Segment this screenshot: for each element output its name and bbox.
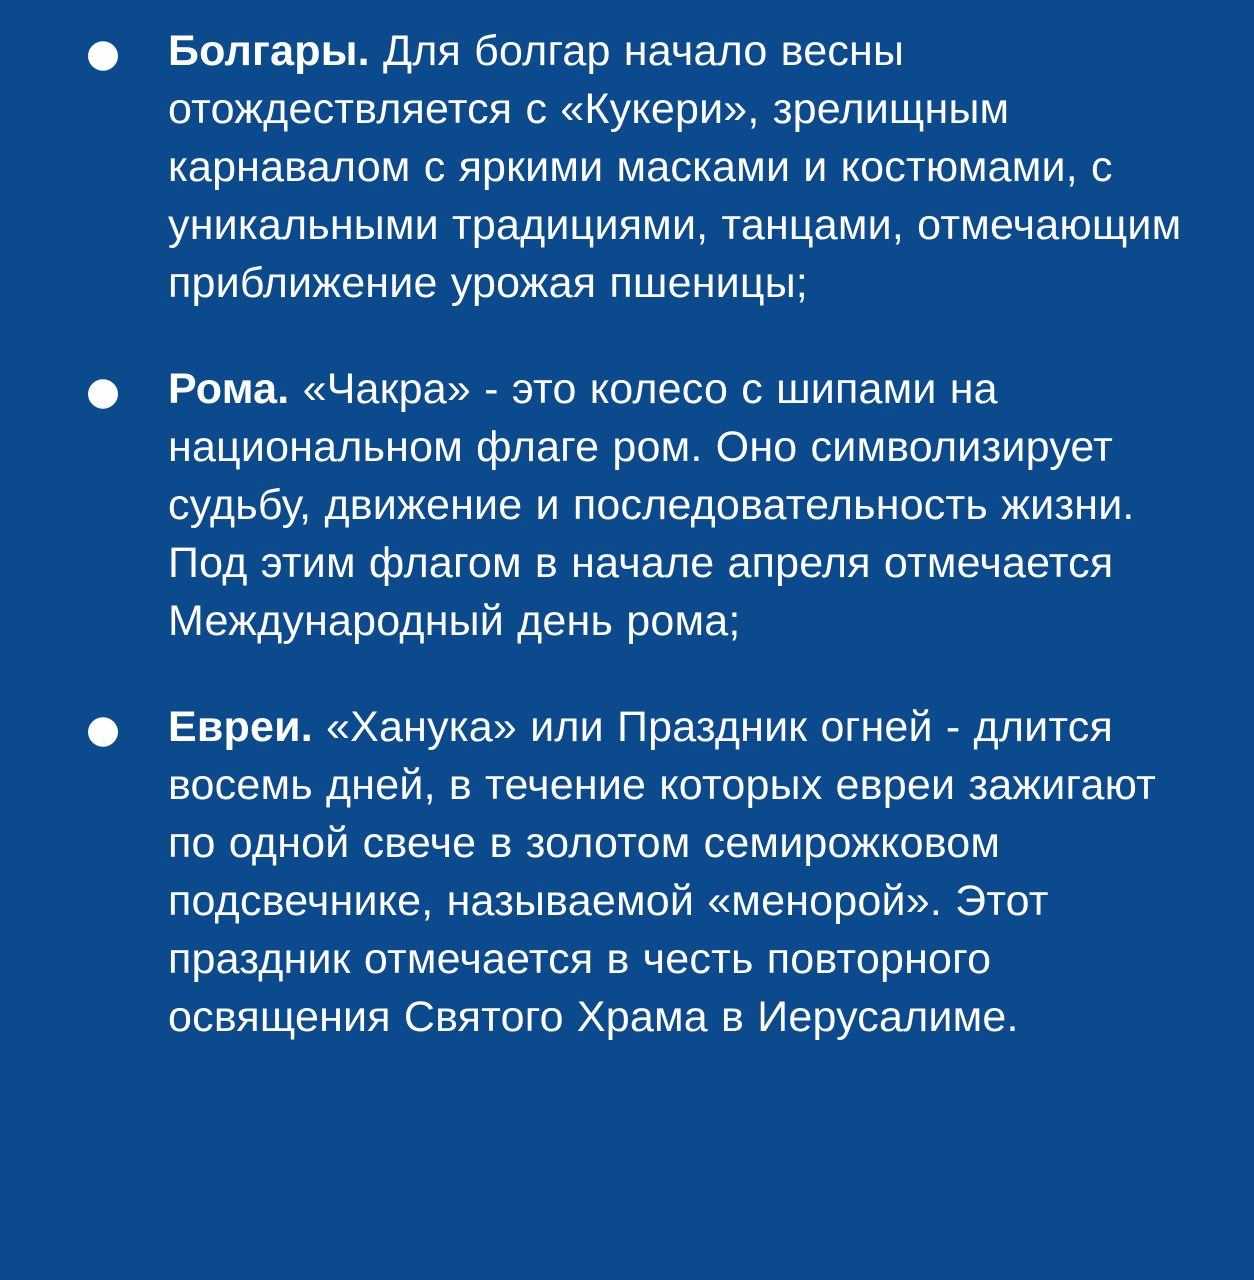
list-item-lead: Евреи.	[168, 703, 313, 751]
list-item-roma	[0, 360, 1254, 650]
bullet-circle-icon	[88, 717, 118, 746]
list-item-jews	[0, 698, 1254, 1046]
list-item-lead: Рома.	[168, 365, 290, 413]
list-item-bulgarians	[0, 22, 1254, 312]
list-item-text	[168, 360, 1184, 650]
list-item-body: Для болгар начало весны отождествляется с «Кукери», зрелищным карнавалом с яркими масками и костюмами, с уникальными традициями, танцами, отмечающим приближение урожая пшеницы;	[168, 27, 1182, 307]
list-item-body: «Чакра» - это колесо с шипами на национальном флаге ром. Оно символизирует судьбу, движение и последовательность жизни. Под этим флагом в начале апреля отмечается Международный день рома;	[168, 365, 1135, 645]
bullet-circle-icon	[88, 379, 118, 408]
list-item-text	[168, 698, 1184, 1046]
ethnic-holidays-list	[0, 22, 1254, 1046]
list-item-text	[168, 22, 1184, 312]
bullet-circle-icon	[88, 41, 118, 70]
list-item-lead: Болгары.	[168, 27, 370, 75]
list-item-body: «Ханука» или Праздник огней - длится восемь дней, в течение которых евреи зажигают по одной свече в золотом семирожковом подсвечнике, называемой «менорой». Этот праздник отмечается в честь повторного освящения Святого Храма в Иерусалиме.	[168, 703, 1156, 1041]
